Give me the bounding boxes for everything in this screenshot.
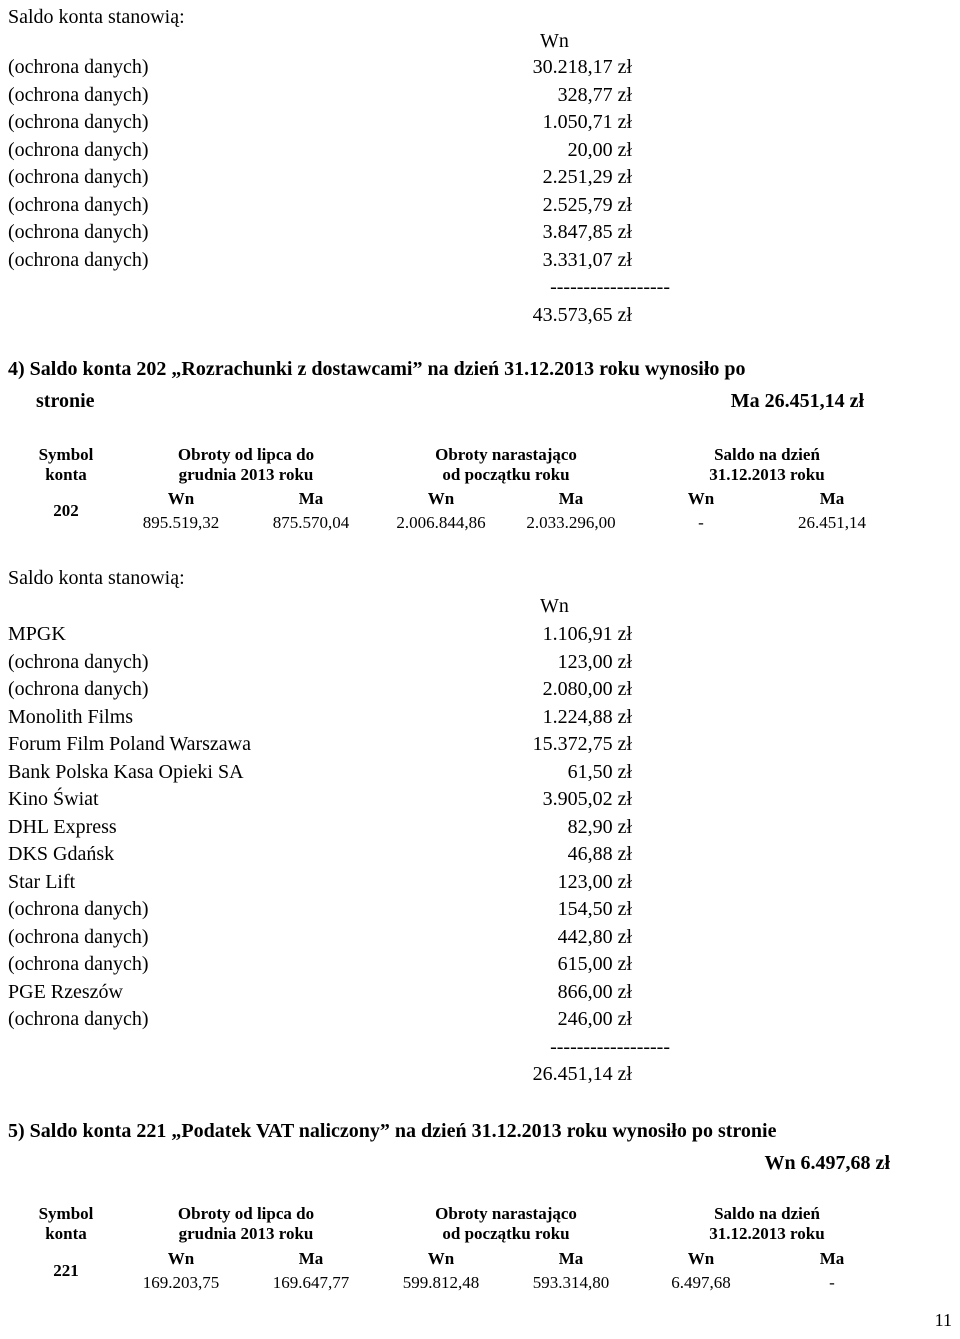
list-item <box>8 137 632 165</box>
amount: 15.372,75 zł <box>532 733 632 755</box>
amount: 246,00 zł <box>557 1008 632 1030</box>
balance-list-202 <box>8 621 670 1089</box>
table-cell: 26.451,14 <box>798 513 866 532</box>
header-symbol: Symbol konta <box>38 1204 94 1243</box>
table-subheader-row <box>16 487 898 511</box>
party-name: (ochrona danych) <box>8 925 149 948</box>
table-cell: - <box>829 1273 835 1292</box>
amount: 123,00 zł <box>557 650 632 673</box>
header-obroty: Obroty od lipca do grudnia 2013 roku <box>177 1204 315 1243</box>
party-name: Forum Film Poland Warszawa <box>8 733 251 755</box>
amount: 82,90 zł <box>567 815 632 838</box>
party-name: (ochrona danych) <box>8 1008 149 1030</box>
party-name: (ochrona danych) <box>8 138 149 161</box>
list-item <box>8 219 632 247</box>
party-name: Star Lift <box>8 870 76 893</box>
table-cell: 169.203,75 <box>142 1273 220 1292</box>
list-item <box>8 54 632 82</box>
table-cell: 2.006.844,86 <box>396 513 486 532</box>
party-name: (ochrona danych) <box>8 83 149 106</box>
list-item <box>8 109 632 137</box>
subheader-ma: Ma <box>819 489 845 508</box>
table-cell: 6.497,68 <box>671 1273 731 1292</box>
account-symbol: 202 <box>53 501 79 520</box>
balance-list-top <box>8 54 670 329</box>
total-row <box>8 302 632 330</box>
amount: 3.331,07 zł <box>542 248 632 271</box>
table-header-row <box>16 443 898 487</box>
column-header-wn: Wn <box>540 595 569 617</box>
table-subheader-row <box>16 1247 898 1271</box>
list-item <box>8 786 632 814</box>
header-obroty: Obroty od lipca do grudnia 2013 roku <box>177 445 315 484</box>
list-item <box>8 82 632 110</box>
table-cell: 599.812,48 <box>402 1273 480 1292</box>
list-item <box>8 841 632 869</box>
list-item <box>8 649 632 677</box>
amount: 328,77 zł <box>557 83 632 106</box>
total-amount: 43.573,65 zł <box>532 303 632 326</box>
table-cell: 2.033.296,00 <box>526 513 616 532</box>
subheader-wn: Wn <box>167 1249 195 1268</box>
party-name: (ochrona danych) <box>8 221 149 243</box>
list-item <box>8 247 632 275</box>
table-cell: 593.314,80 <box>532 1273 610 1292</box>
party-name: (ochrona danych) <box>8 56 149 78</box>
subheader-wn: Wn <box>687 489 715 508</box>
separator: ------------------ <box>550 1035 670 1058</box>
subheader-wn: Wn <box>167 489 195 508</box>
section-5-title: 5) Saldo konta 221 „Podatek VAT naliczony” na dzień 31.12.2013 roku wynosiło po stronie <box>8 1120 777 1142</box>
list-item <box>8 979 632 1007</box>
amount: 1.106,91 zł <box>542 623 632 645</box>
column-header-wn-top: Wn <box>540 30 569 52</box>
table-cell: - <box>698 513 704 532</box>
party-name: Kino Świat <box>8 788 99 810</box>
party-name: DHL Express <box>8 815 117 838</box>
page-number: 11 <box>934 1310 952 1330</box>
party-name: Bank Polska Kasa Opieki SA <box>8 760 244 783</box>
list-item <box>8 869 632 897</box>
amount: 615,00 zł <box>557 953 632 975</box>
party-name: PGE Rzeszów <box>8 980 123 1003</box>
party-name: (ochrona danych) <box>8 650 149 673</box>
header-symbol: Symbol konta <box>38 445 94 484</box>
amount: 866,00 zł <box>557 980 632 1003</box>
subheader-wn: Wn <box>427 489 455 508</box>
section-4-title: 4) Saldo konta 202 „Rozrachunki z dostawcami” na dzień 31.12.2013 roku wynosiło po <box>8 358 746 380</box>
amount: 61,50 zł <box>567 760 632 783</box>
amount: 1.050,71 zł <box>542 111 632 133</box>
amount: 123,00 zł <box>557 870 632 893</box>
header-narastajaco: Obroty narastająco od początku roku <box>435 445 577 484</box>
amount: 2.080,00 zł <box>542 678 632 700</box>
list-item <box>8 704 632 732</box>
header-saldo: Saldo na dzień 31.12.2013 roku <box>709 445 825 484</box>
section-5-balance: Wn 6.497,68 zł <box>764 1152 890 1174</box>
total-amount: 26.451,14 zł <box>532 1063 632 1085</box>
table-row <box>16 1271 898 1295</box>
separator-row <box>8 1034 670 1062</box>
amount: 2.251,29 zł <box>542 166 632 188</box>
party-name: (ochrona danych) <box>8 111 149 133</box>
party-name: (ochrona danych) <box>8 248 149 271</box>
table-cell: 895.519,32 <box>142 513 220 532</box>
amount: 3.905,02 zł <box>542 788 632 810</box>
breakdown-heading: Saldo konta stanowią: <box>8 567 185 589</box>
total-row <box>8 1061 632 1089</box>
subheader-wn: Wn <box>427 1249 455 1268</box>
party-name: (ochrona danych) <box>8 193 149 216</box>
amount: 20,00 zł <box>567 138 632 161</box>
subheader-ma: Ma <box>558 489 584 508</box>
account-symbol: 221 <box>53 1261 79 1280</box>
party-name: MPGK <box>8 623 66 645</box>
account-202-table <box>16 443 898 535</box>
subheader-ma: Ma <box>819 1249 845 1268</box>
amount: 1.224,88 zł <box>542 705 632 728</box>
table-header-row <box>16 1201 898 1247</box>
section-4-title-cont: stronie <box>36 390 95 412</box>
list-item <box>8 759 632 787</box>
amount: 46,88 zł <box>567 843 632 865</box>
list-item <box>8 621 632 649</box>
amount: 2.525,79 zł <box>542 193 632 216</box>
account-221-table <box>16 1201 898 1295</box>
amount: 30.218,17 zł <box>532 56 632 78</box>
list-item <box>8 951 632 979</box>
header-saldo: Saldo na dzień 31.12.2013 roku <box>709 1204 825 1243</box>
list-item <box>8 814 632 842</box>
list-item <box>8 192 632 220</box>
list-item <box>8 896 632 924</box>
table-cell: 875.570,04 <box>272 513 350 532</box>
subheader-wn: Wn <box>687 1249 715 1268</box>
party-name: (ochrona danych) <box>8 953 149 975</box>
subheader-ma: Ma <box>558 1249 584 1268</box>
list-item <box>8 676 632 704</box>
breakdown-heading-top: Saldo konta stanowią: <box>8 6 185 28</box>
amount: 154,50 zł <box>557 898 632 920</box>
header-narastajaco: Obroty narastająco od początku roku <box>435 1204 577 1243</box>
amount: 442,80 zł <box>557 925 632 948</box>
subheader-ma: Ma <box>298 489 324 508</box>
party-name: (ochrona danych) <box>8 166 149 188</box>
party-name: (ochrona danych) <box>8 898 149 920</box>
table-cell: 169.647,77 <box>272 1273 350 1292</box>
party-name: Monolith Films <box>8 705 134 728</box>
list-item <box>8 164 632 192</box>
section-4-balance: Ma 26.451,14 zł <box>730 390 864 412</box>
separator: ------------------ <box>550 276 670 298</box>
list-item <box>8 924 632 952</box>
party-name: DKS Gdańsk <box>8 843 115 865</box>
subheader-ma: Ma <box>298 1249 324 1268</box>
separator-row <box>8 274 670 302</box>
list-item <box>8 731 632 759</box>
amount: 3.847,85 zł <box>542 221 632 243</box>
party-name: (ochrona danych) <box>8 678 149 700</box>
table-row <box>16 511 898 535</box>
list-item <box>8 1006 632 1034</box>
